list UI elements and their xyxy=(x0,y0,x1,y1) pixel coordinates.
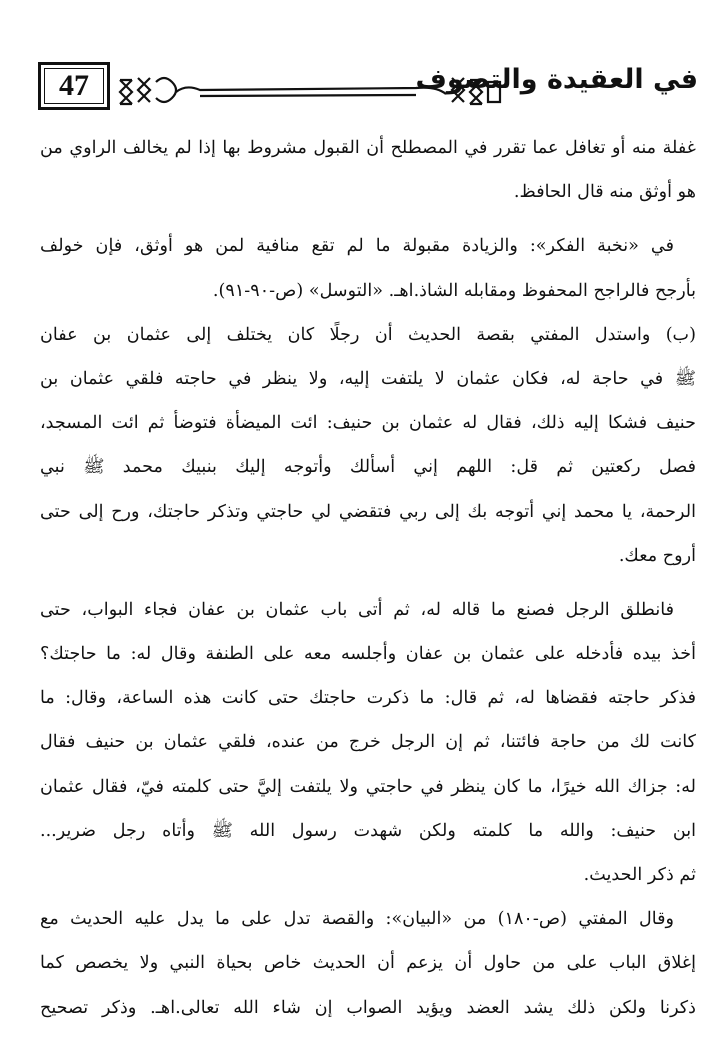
text-line: فذكر حاجته فقضاها له، ثم قال: ما ذكرت حاجتك حتى كانت هذه الساعة، وقال: ما xyxy=(40,688,696,709)
page-number: 47 xyxy=(59,69,89,102)
paragraph xyxy=(40,588,696,897)
text-line: فصل ركعتين ثم قل: اللهم إني أسألك وأتوجه إليك بنبيك محمد ﷺ نبي xyxy=(40,457,696,478)
text-line: هو أوثق منه قال الحافظ. xyxy=(513,182,696,203)
paragraph xyxy=(40,224,696,312)
paragraph xyxy=(40,897,696,1030)
text-line: حنيف فشكا إليه ذلك، فقال له عثمان بن حنيف: ائت الميضأة فتوضأ ثم ائت المسجد، xyxy=(40,413,696,434)
text-line: (ب) واستدل المفتي بقصة الحديث أن رجلًا كان يختلف إلى عثمان بن عفان xyxy=(40,324,696,345)
running-title: في العقيدة والتصوف xyxy=(415,64,698,95)
text-line: أروح معك. xyxy=(618,545,696,566)
text-line: الرحمة، يا محمد إني أتوجه بك إلى ربي فتقضي لي حاجتي وتذكر حاجتك، ورح إلى حتى xyxy=(40,501,696,522)
text-line: له: جزاك الله خيرًا، ما كان ينظر في حاجتي ولا يلتفت إليَّ حتى كلمته فيّ، فقال عثمان xyxy=(40,776,696,797)
text-line: غفلة منه أو تغافل عما تقرر في المصطلح أن القبول مشروط بها إذا لم يخالف الراوي من xyxy=(40,138,696,158)
text-line: بأرجح فالراجح المحفوظ ومقابله الشاذ.اهـ. «التوسل» (ص-٩٠-٩١). xyxy=(212,280,696,301)
text-line: وقال المفتي (ص-١٨٠) من «البيان»: والقصة تدل على ما يدل عليه الحديث مع xyxy=(40,909,675,930)
text-line: أخذ بيده فأدخله على عثمان بن عفان وأجلسه معه على الطنفة وقال له: ما حاجتك؟ xyxy=(40,644,696,665)
text-line: فانطلق الرجل فصنع ما قاله له، ثم أتى باب عثمان بن عفان فجاء البواب، حتى xyxy=(40,599,674,620)
text-line: كانت لك من حاجة فائتنا، ثم إن الرجل خرج من عنده، فلقي عثمان بن حنيف فقال xyxy=(40,732,696,753)
body-text xyxy=(40,126,696,1030)
paragraph xyxy=(40,126,696,214)
text-line: ذكرنا ولكن ذلك يشد العضد ويؤيد الصواب إن شاء الله تعالى.اهـ. وذكر تصحيح xyxy=(40,997,696,1018)
paragraph xyxy=(40,313,696,578)
page-header xyxy=(38,58,698,122)
text-line: إغلاق الباب على من حاول أن يزعم أن الحديث خاص بحياة النبي ولا يخصص كما xyxy=(40,953,696,974)
text-line: في «نخبة الفكر»: والزيادة مقبولة ما لم تقع منافية لمن هو أوثق، فإن خولف xyxy=(40,236,674,257)
page-number-box xyxy=(38,62,110,110)
text-line: ﷺ في حاجة له، فكان عثمان لا يلتفت إليه، ولا ينظر في حاجته فلقي عثمان بن xyxy=(40,368,696,389)
text-line: ابن حنيف: والله ما كلمته ولكن شهدت رسول الله ﷺ وأتاه رجل ضرير... xyxy=(40,820,696,841)
text-line: ثم ذكر الحديث. xyxy=(583,865,696,885)
